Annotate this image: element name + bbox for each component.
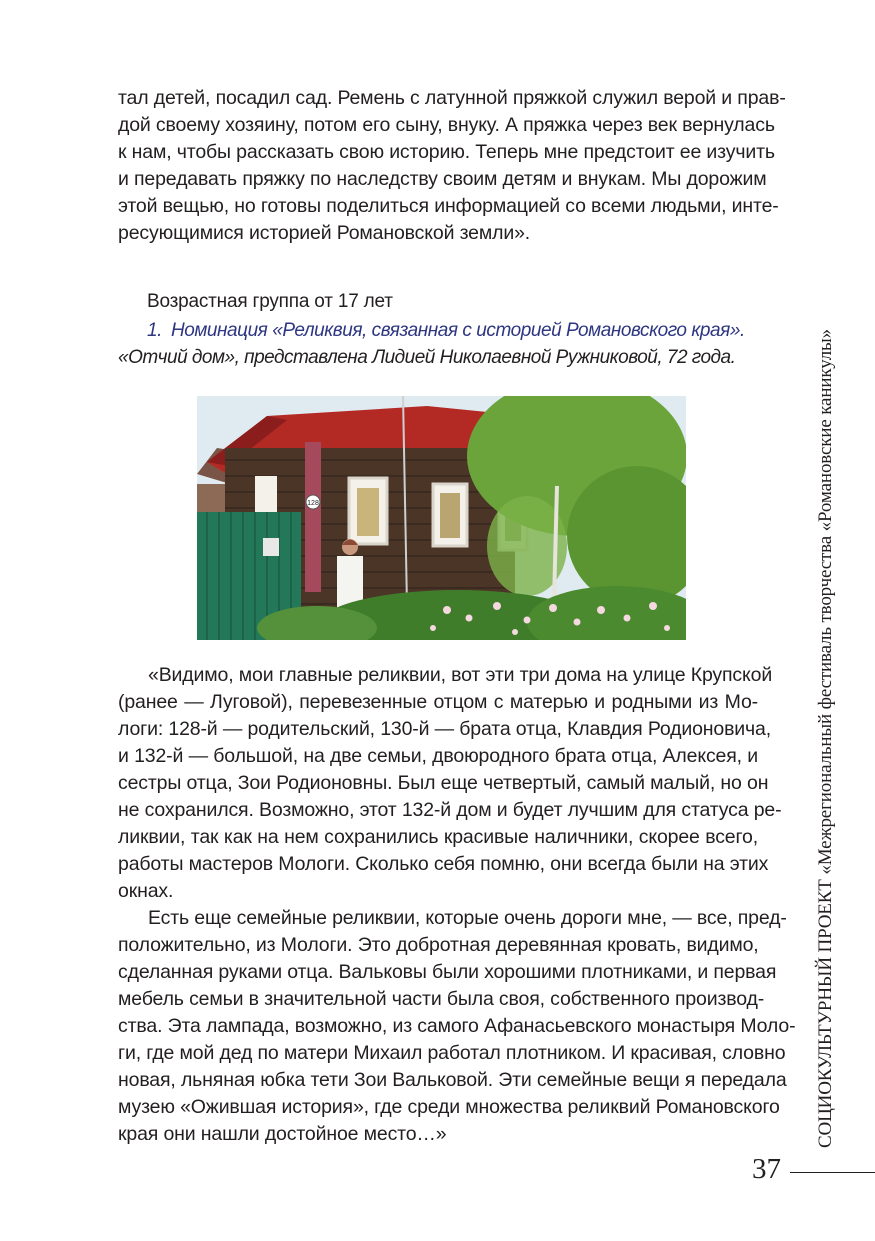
paragraph-line: новая, льняная юбка тети Зои Вальковой. Эти семейные вещи я передала [118,1069,787,1091]
paragraph-line: музею «Ожившая история», где среди множества реликвий Романовского [118,1096,780,1118]
nomination-number: 1. [147,320,162,341]
paragraph-line: не сохранился. Возможно, этот 132-й дом и будет лучшим для статуса ре- [118,799,782,821]
paragraph-line: и передавать пряжку по наследству своим детям и внукам. Мы дорожим [118,168,767,190]
intro-paragraph [118,85,786,247]
paragraph-line: Есть еще семейные реликвии, которые очень дороги мне, — все, пред- [148,907,787,929]
paragraph-line: к нам, чтобы рассказать свою историю. Теперь мне предстоит ее изучить [118,141,775,163]
photo-caption: «Отчий дом», представлена Лидией Николаевной Ружниковой, 72 года. [118,347,736,368]
paragraph-line: окнах. [118,880,174,902]
photo-window-glass [357,488,379,536]
paragraph-line: работы мастеров Мологи. Сколько себя помню, они всегда были на этих [118,853,769,875]
photo-corner-post [305,442,321,592]
paragraph-line: ликвии, так как на нем сохранились красивые наличники, скорее всего, [118,826,758,848]
paragraph-line: сестры отца, Зои Родионовны. Был еще четвертый, самый малый, но он [118,772,769,794]
photo-window [255,476,277,516]
paragraph-line: и 132-й — большой, на две семьи, двоюродного брата отца, Алексея, и [118,745,758,767]
sidebar-project-title: СОЦИОКУЛЬТУРНЫЙ ПРОЕКТ «Межрегиональный фестиваль творчества «Романовские каникулы» [815,328,836,1148]
paragraph-line: положительно, из Мологи. Это добротная деревянная кровать, видимо, [118,934,759,956]
paragraph-line: сделанная руками отца. Вальковы были хорошими плотниками, и первая [118,961,777,983]
page-number-rule [790,1172,875,1173]
age-group-heading: Возрастная группа от 17 лет [147,291,393,312]
nomination-text: Номинация «Реликвия, связанная с историей Романовского края». [170,320,745,341]
photo-house-number: 128 [307,500,319,507]
page-number: 37 [752,1153,781,1185]
paragraph-line: этой вещью, но готовы поделиться информацией со всеми людьми, инте- [118,195,779,217]
nomination-title [147,317,745,344]
paragraph-line: тал детей, посадил сад. Ремень с латунной пряжкой служил верой и прав- [118,87,786,109]
quote-paragraph [118,662,796,1148]
paragraph-line: мебель семьи в значительной части была своя, собственного производ- [118,988,765,1010]
photo-mailbox [263,538,279,556]
paragraph-line: (ранее — Луговой), перевезенные отцом с матерью и родными из Мо- [118,691,758,713]
paragraph-line: края они нашли достойное место…» [118,1123,447,1145]
paragraph-line: ства. Эта лампада, возможно, из самого Афанасьевского монастыря Моло- [118,1015,796,1037]
paragraph-line: «Видимо, мои главные реликвии, вот эти три дома на улице Крупской [148,664,773,686]
paragraph-line: ресующимися историей Романовской земли». [118,222,531,244]
paragraph-line: логи: 128-й — родительский, 130-й — брата отца, Клавдия Родионовича, [118,718,772,740]
paragraph-line: дой своему хозяину, потом его сыну, внуку. А пряжка через век вернулась [118,114,775,136]
house-photo [197,396,686,640]
photo-window-glass [440,493,460,538]
paragraph-line: ги, где мой дед по матери Михаил работал плотником. И красивая, словно [118,1042,786,1064]
